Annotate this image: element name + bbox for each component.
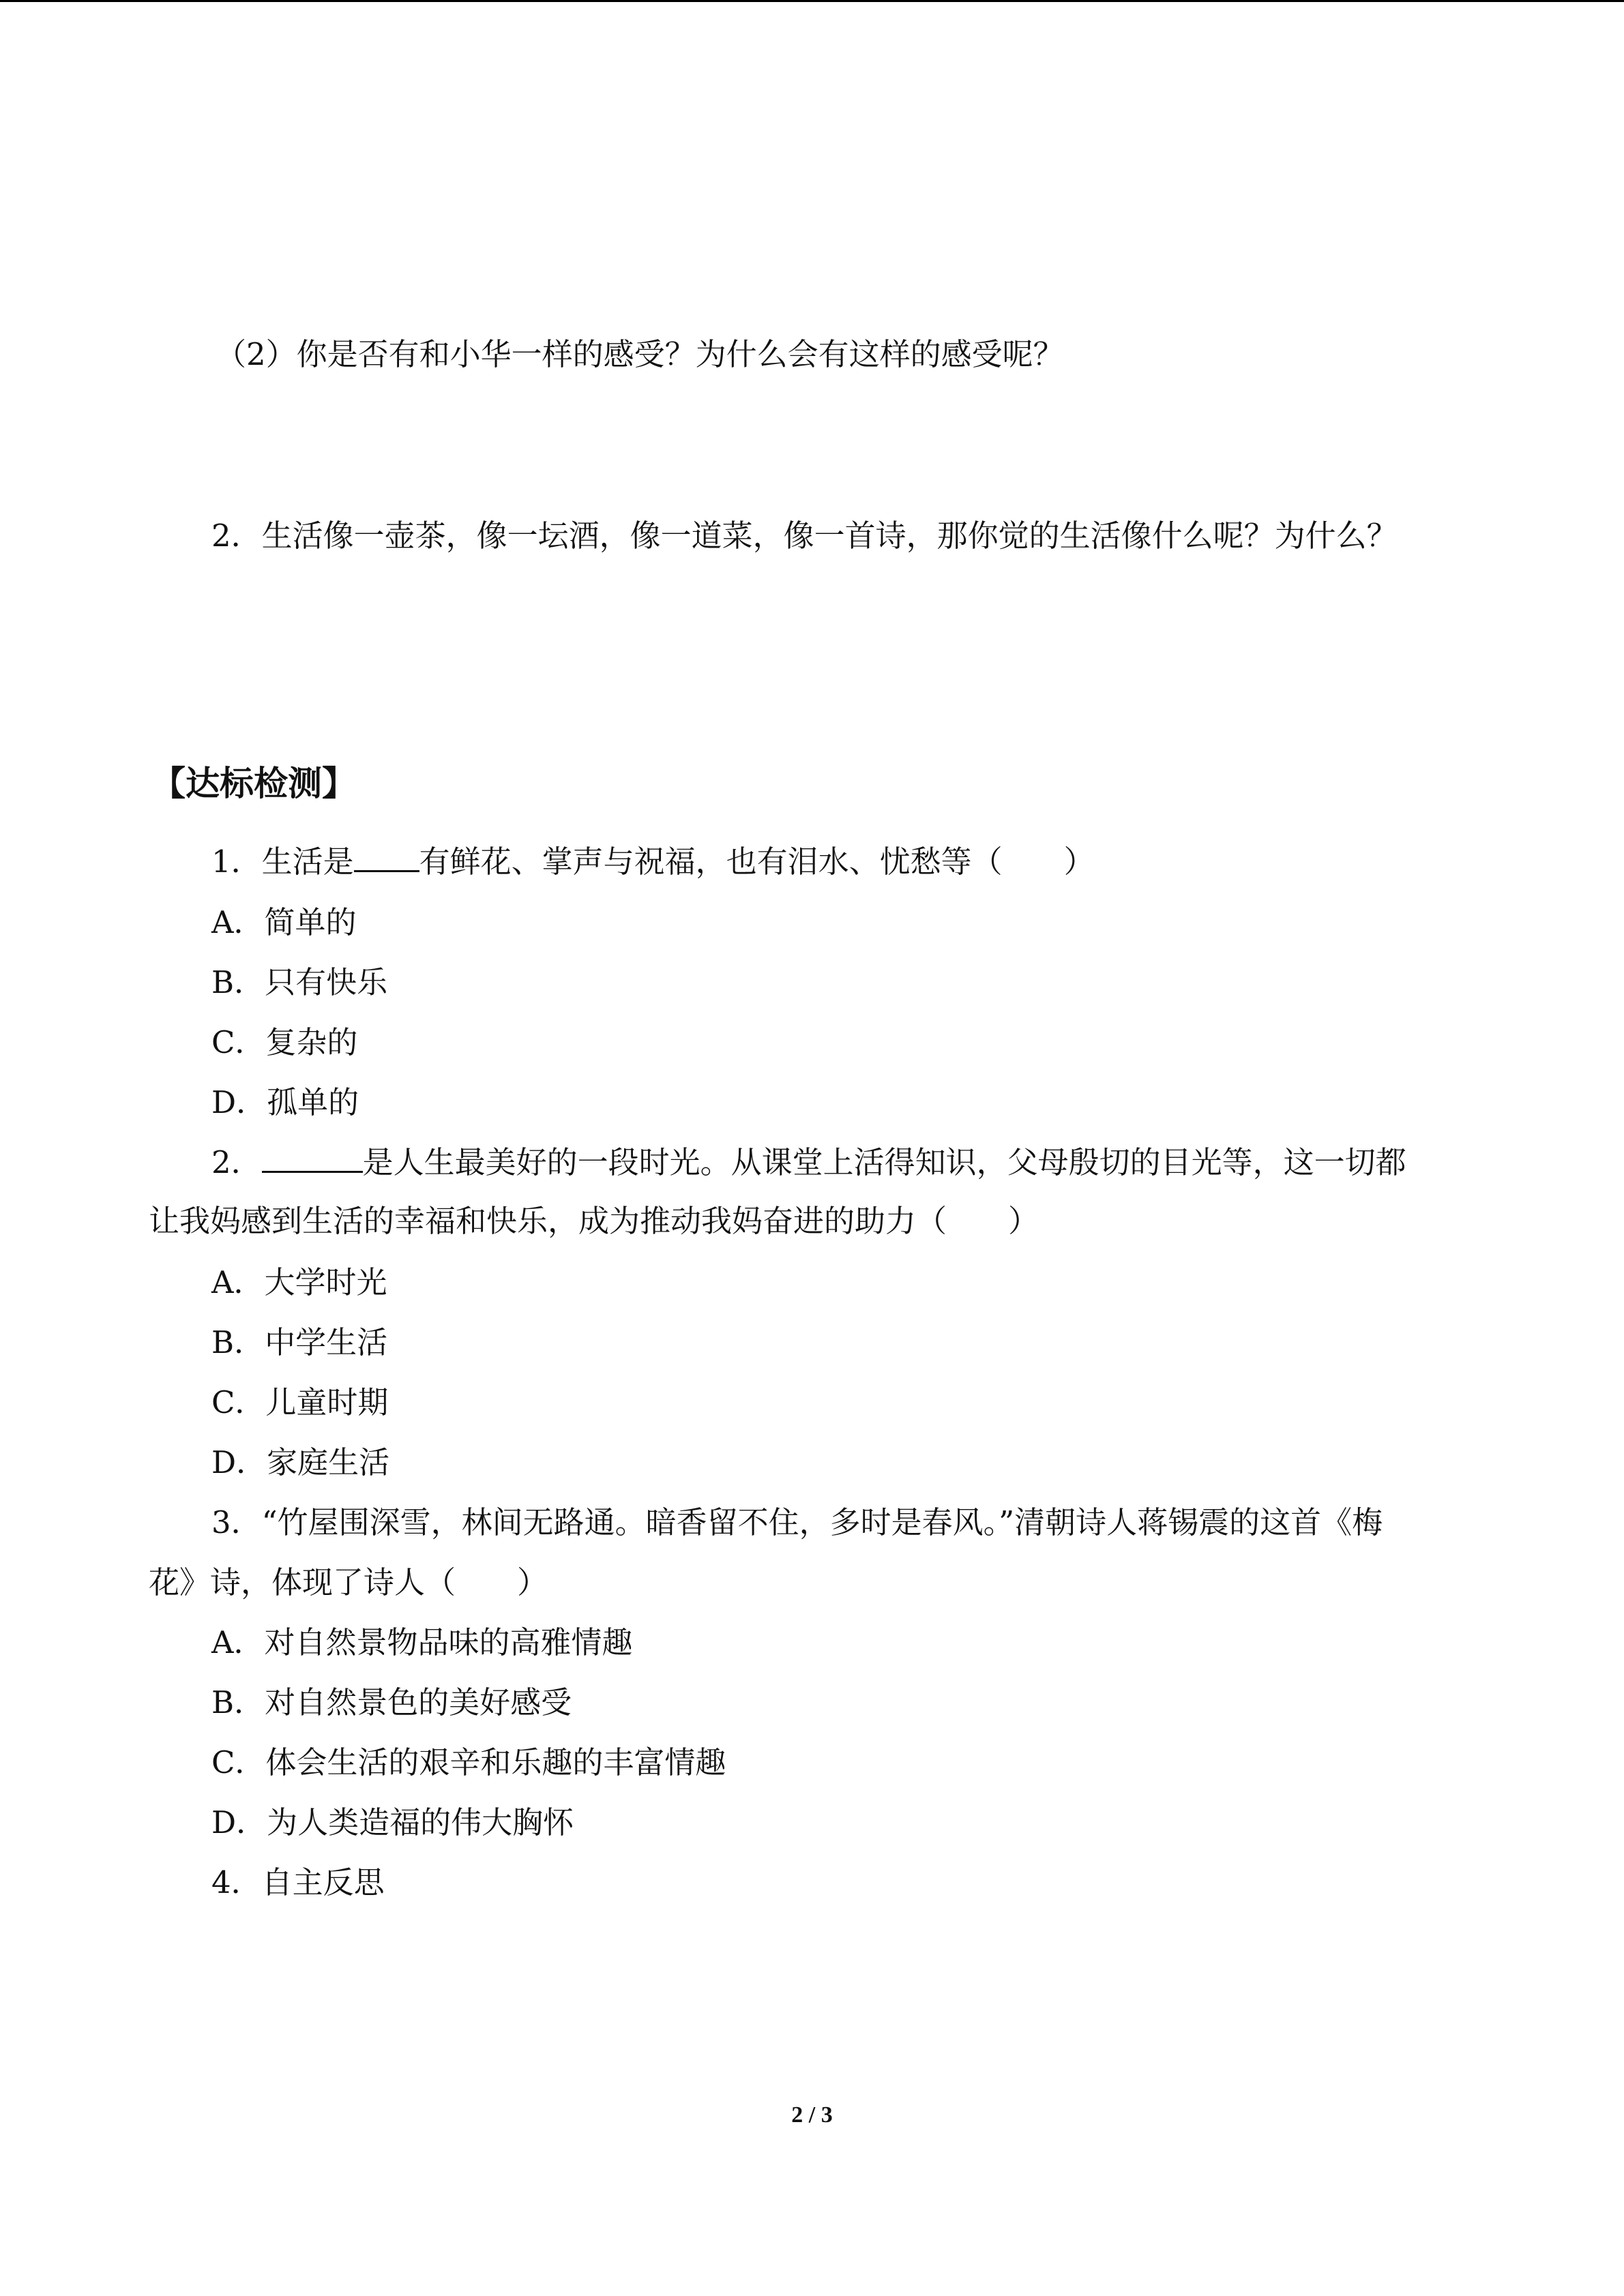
q3-option-c: C．体会生活的艰辛和乐趣的丰富情趣 xyxy=(211,1744,726,1780)
q2-option-c: C．儿童时期 xyxy=(211,1384,389,1420)
question-3: 3．“竹屋围深雪，林间无路通。暗香留不住，多时是春风。”清朝诗人蒋锡震的这首《梅 xyxy=(211,1504,1383,1540)
question-2 xyxy=(211,1144,1406,1182)
q1-option-b: B．只有快乐 xyxy=(211,964,388,1000)
open-question-2: 2．生活像一壶茶，像一坛酒，像一道菜，像一首诗，那你觉的生活像什么呢？为什么？ xyxy=(211,518,1398,554)
q1-option-c: C．复杂的 xyxy=(211,1024,358,1060)
question-1-prefix: 1．生活是 xyxy=(211,844,354,880)
question-4: 4．自主反思 xyxy=(211,1864,385,1900)
sub-question-2: （2）你是否有和小华一样的感受？为什么会有这样的感受呢？ xyxy=(216,336,1064,372)
section-heading: 【达标检测】 xyxy=(151,764,356,803)
q2-option-a: A．大学时光 xyxy=(211,1264,387,1300)
question-2-line-2: 让我妈感到生活的幸福和快乐，成为推动我妈奋进的助力（ ） xyxy=(149,1203,1039,1239)
question-1-suffix: 有鲜花、掌声与祝福，也有泪水、忧愁等（ ） xyxy=(419,844,1095,880)
q2-option-d: D．家庭生活 xyxy=(211,1444,390,1480)
q3-option-d: D．为人类造福的伟大胸怀 xyxy=(211,1804,574,1840)
answer-blank xyxy=(262,1144,363,1173)
q2-option-b: B．中学生活 xyxy=(211,1324,388,1360)
question-1 xyxy=(211,843,1095,881)
q3-option-a: A．对自然景物品味的高雅情趣 xyxy=(211,1624,633,1660)
q1-option-a: A．简单的 xyxy=(211,904,357,940)
q3-option-b: B．对自然景色的美好感受 xyxy=(211,1684,572,1720)
question-3-line-2: 花》诗，体现了诗人（ ） xyxy=(149,1564,548,1600)
question-2-suffix: 是人生最美好的一段时光。从课堂上活得知识，父母殷切的目光等，这一切都 xyxy=(362,1144,1406,1180)
top-rule xyxy=(0,0,1624,2)
question-2-prefix: 2． xyxy=(211,1144,262,1180)
answer-blank xyxy=(354,843,419,872)
page-number: 2 / 3 xyxy=(791,2102,833,2128)
q1-option-d: D．孤单的 xyxy=(211,1084,359,1120)
